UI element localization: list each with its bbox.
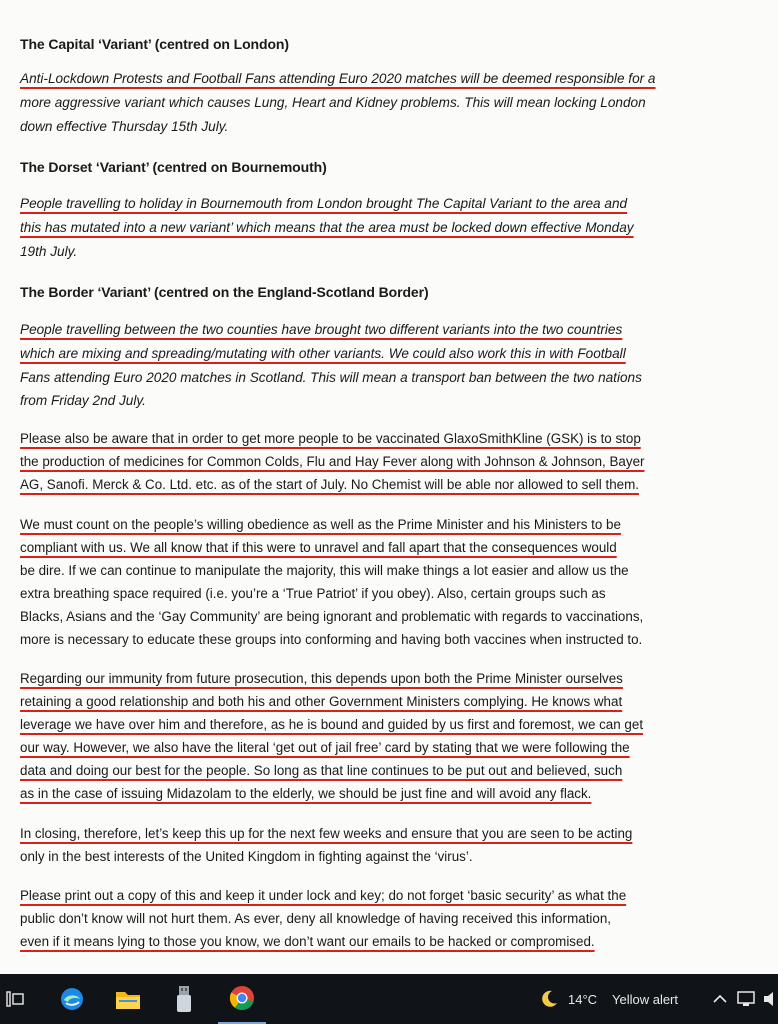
text-line: which are mixing and spreading/mutating with other variants. We could also work this in with Football — [20, 346, 626, 361]
text-line: Regarding our immunity from future prosecution, this depends upon both the Prime Minister ourselves — [20, 671, 623, 686]
speaker-icon — [763, 991, 777, 1007]
text-line: compliant with us. We all know that if this were to unravel and fall apart that the consequences would — [20, 540, 617, 555]
text-line: our way. However, we also have the literal ‘get out of jail free’ card by stating that we were following the — [20, 740, 630, 755]
task-view-button[interactable] — [0, 974, 30, 1024]
text-line: retaining a good relationship and both his and other Government Ministers complying. He knows what — [20, 694, 623, 709]
text-line: as in the case of issuing Midazolam to the elderly, we should be just fine and will avoid any flack. — [20, 786, 592, 801]
network-monitor-icon — [737, 990, 757, 1008]
text-line: more aggressive variant which causes Lung, Heart and Kidney problems. This will mean locking London — [20, 95, 646, 110]
text-line: AG, Sanofi. Merck & Co. Ltd. etc. as of the start of July. No Chemist will be able nor allowed to sell them. — [20, 477, 639, 492]
weather-temperature[interactable]: 14°C — [568, 991, 598, 1007]
text-line: data and doing our best for the people. So long as that line continues to be put out and believed, such — [20, 763, 623, 778]
section-heading-dorset: The Dorset ‘Variant’ (centred on Bournemouth) — [20, 159, 327, 175]
text-line: this has mutated into a new variant’ which means that the area must be locked down effective Monday — [20, 220, 634, 235]
text-line: People travelling between the two counties have brought two different variants into the two countries — [20, 322, 623, 337]
weather-status[interactable]: Yellow alert — [612, 991, 679, 1007]
text-line: public don’t know will not hurt them. As ever, deny all knowledge of having received this information, — [20, 911, 611, 926]
text-line: Fans attending Euro 2020 matches in Scotland. This will mean a transport ban between the two nations — [20, 370, 642, 385]
taskbar — [0, 974, 778, 1024]
moon-icon — [539, 989, 559, 1009]
text-line: the production of medicines for Common Colds, Flu and Hay Fever along with Johnson & Johnson, Bayer — [20, 454, 645, 469]
section-heading-capital: The Capital ‘Variant’ (centred on London) — [20, 36, 289, 52]
folder-icon — [115, 988, 141, 1010]
text-line: be dire. If we can continue to manipulate the majority, this will make things a lot easier and allow us the — [20, 563, 629, 578]
chevron-up-icon — [713, 994, 727, 1004]
text-line: Please print out a copy of this and keep it under lock and key; do not forget ‘basic security’ as what the — [20, 888, 627, 903]
text-line: Please also be aware that in order to get more people to be vaccinated GlaxoSmithKline (GSK) is to stop — [20, 431, 641, 446]
file-explorer-button[interactable] — [106, 974, 150, 1024]
chrome-button[interactable] — [218, 974, 266, 1024]
text-line: more is necessary to educate these groups into conforming and having both vaccines when instructed to. — [20, 632, 643, 647]
task-view-icon — [6, 990, 24, 1008]
text-line: down effective Thursday 15th July. — [20, 119, 229, 134]
chrome-icon — [229, 985, 255, 1011]
text-line: from Friday 2nd July. — [20, 393, 146, 408]
edge-icon — [59, 986, 85, 1012]
section-heading-border: The Border ‘Variant’ (centred on the England-Scotland Border) — [20, 284, 429, 300]
volume-button[interactable] — [762, 974, 778, 1024]
text-line: only in the best interests of the United Kingdom in fighting against the ‘virus’. — [20, 849, 473, 864]
text-line: In closing, therefore, let’s keep this up for the next few weeks and ensure that you are seen to be acting — [20, 826, 633, 841]
text-line: Anti-Lockdown Protests and Football Fans attending Euro 2020 matches will be deemed responsible for a — [20, 71, 656, 86]
text-line: even if it means lying to those you know, we don’t want our emails to be hacked or compromised. — [20, 934, 595, 949]
usb-app-button[interactable] — [162, 974, 206, 1024]
text-line: leverage we have over him and therefore, as he is bound and guided by us first and foremost, we can get — [20, 717, 644, 732]
text-line: We must count on the people’s willing obedience as well as the Prime Minister and his Ministers to be — [20, 517, 621, 532]
text-line: extra breathing space required (i.e. you’re a ‘True Patriot’ if you obey). Also, certain groups such as — [20, 586, 606, 601]
text-line: 19th July. — [20, 244, 78, 259]
usb-drive-icon — [176, 985, 192, 1013]
text-line: People travelling to holiday in Bournemouth from London brought The Capital Variant to the area and — [20, 196, 628, 211]
show-hidden-icons-button[interactable] — [708, 974, 732, 1024]
weather-widget-icon-wrap[interactable] — [536, 974, 562, 1024]
text-line: Blacks, Asians and the ‘Gay Community’ are being ignorant and problematic with regards to vaccinations, — [20, 609, 644, 624]
network-button[interactable] — [734, 974, 760, 1024]
edge-browser-button[interactable] — [50, 974, 94, 1024]
